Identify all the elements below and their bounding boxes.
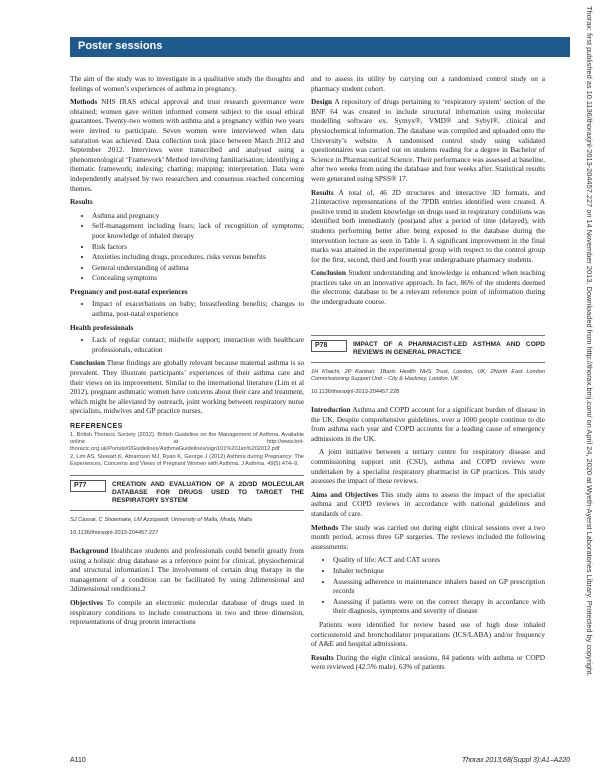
objectives-paragraph: Objectives To compile an electronic molecular database of drugs used in respiratory conditions to include constructions in two and three dimension, representations of drug protein interactions [70, 598, 304, 627]
intro-paragraph: The aim of the study was to investigate in a qualitative study the thoughts and feelings of women’s experiences of asthma in pregnancy. [70, 74, 304, 93]
patients-paragraph: Patients were identified for review based use of high dose inhaled corticosteroid and bronchodilator preparations (ICS/LABA) and/or frequency of A&E and hospital admissions. [311, 619, 545, 649]
abstract-number: P77 [70, 480, 106, 492]
conclusion-paragraph: Conclusion Student understanding and knowledge is enhanced when teaching practices take on an innovative approach. In fact, 86% of the students deemed the electronic database to be a relevant reference point of information during the undergraduate course. [311, 268, 545, 307]
methods-paragraph: Methods NHS IRAS ethical approval and trust research governance were obtained; women gave written informed consent subject to the usual ethical guarantees. Twenty-two women with asthma and a pregnancy within two years were invited to participate. Seven women were interviewed when data saturation was achieved. Data collection took place between March 2012 and September 2012. Interviews were transcribed and analysed using a phenomenological ‘Framework’ Method involving familiarisation; identifying a thematic framework; indexing; charting; mapping; interpretation. Data were independently analysed by two researchers and consensus reached concerning themes. [70, 97, 304, 193]
left-column [70, 74, 304, 631]
list-item: • General understanding of asthma [92, 263, 304, 273]
background-paragraph: Background Healthcare students and professionals could benefit greatly from using a holistic drug database as a reference point for clinical, physiochemical and structural information.1 The involvement of certain drug therapy in the management of a condition can be facilitated by using 2dimensional and 3dimensional renditions.2 [70, 546, 304, 594]
journal-citation: Thorax 2013;68(Suppl 3):A1–A220 [461, 757, 570, 764]
list-item: • Risk factors [92, 242, 304, 252]
copyright-sidebar [582, 6, 594, 766]
pregnancy-heading: Pregnancy and post-natal experiences [70, 286, 188, 296]
aims-paragraph: Aims and Objectives This study aims to assess the impact of the specialist asthma and COPD reviews in accordance with national guidelines and standards of care. [311, 489, 545, 518]
list-item: • Self-management including fears; lack of recognition of symptoms; poor knowledge of inhaled therapy [92, 221, 304, 240]
abstract-doi: 10.1136/thoraxjnl-2013-204457.228 [311, 389, 400, 396]
list-item: • Asthma and pregnancy [92, 211, 304, 221]
abstract-title: IMPACT OF A PHARMACIST-LED ASTHMA AND COPD REVIEWS IN GENERAL PRACTICE [353, 340, 545, 356]
continued-paragraph: and to assess its utility by carrying out a randomised control study on a pharmacy student cohort. [311, 74, 545, 93]
abstract-authors: SJ Cassar, C Shoemake, LM Azzopardi; University of Malta, Msida, Malta [70, 517, 252, 524]
abstract-header-p78 [311, 335, 545, 363]
abstract-header-p77 [70, 475, 304, 512]
list-item: • Anxieties including drugs, procedures, risks versus benefits [92, 252, 304, 262]
section-header-bar [70, 37, 570, 57]
design-paragraph: Design A repository of drugs pertaining to ‘respiratory system’ section of the BNF 64 was created to include structural information using molecular modelling software ex. Symyx®, VMD® and Sybyl®, clinical and physiochemical information. The database was compiled and uploaded onto the University’s website. A randomised control study using validated questionnaires was carried out on students reading for a degree in Bachelor of Science in Pharmaceutical Science. Their performance was assessed at baseline, after two weeks from using the database and four weeks after. Statistical results were generated using SPSS® 17. [311, 97, 546, 183]
abstract-doi: 10.1136/thoraxjnl-2013-204457.227 [70, 530, 159, 537]
page-number: A110 [70, 757, 86, 764]
references-heading: REFERENCES [70, 423, 123, 430]
list-item: • Assessing if patients were on the correct therapy in accordance with their diagnosis, symptoms and severity of disease [333, 597, 545, 616]
introduction-paragraph: Introduction Asthma and COPD account for a significant burden of disease in the UK. Despite comprehensive guidelines, over a 1000 people continue to die from asthma each year and COPD accounts for a leading cause of emergency admissions in the UK. [311, 405, 545, 443]
results-paragraph: Results During the eight clinical sessions, 84 patients with asthma or COPD were reviewed (42.5% male). 63% of patients [311, 652, 545, 672]
conclusion-paragraph: Conclusion These findings are globally relevant because maternal asthma is so prevalent. They illustrate participants’ experiences of their asthma care and their views on its improvement. Similar to the international literature (Lim et al 2012), pregnant asthmatic women have concerns about their care and treatment, which might be alleviated by outreach, joint working between respiratory nurse specialists, midwives and GP practice nurses. [70, 358, 304, 416]
right-column [311, 74, 545, 676]
abstract-authors: 1H Khachi, 2P Kankari; 1Barts Health NHS Trust, London, UK; 2North East London Commissioning Support Unit – City & Hackney, London, UK [311, 369, 545, 383]
health-list [70, 335, 304, 354]
sidebar-text[interactable]: Thorax: first published as 10.1136/thoraxjnl-2013-204457.227 on 14 November 2013. Downloaded from http://thorax.bmj.com/ on April 24, 2020 at Wyeth-Ayerst Laboratories Library. Protected by copyright. [585, 6, 594, 677]
list-item: • Lack of regular contact; midwife support; interaction with healthcare professionals, education [92, 335, 304, 354]
results-paragraph: Results A total of, 46 2D structures and interactive 3D formats, and 21interactive representations of the 7PDB entries identified were created. A positive trend in student knowledge on drugs used in respiratory conditions was identified both immediately (post)and after a period of time (delayed), with students performing better after being exposed to the database during the intervention lecture as seen in Table 1. A significant improvement in the final marks was attained in the experimental group with respect to the control group for the first, second, third and fourth year undergraduate pharmacy students. [311, 187, 545, 264]
results-label: Results [70, 197, 93, 207]
abstract-title: CREATION AND EVALUATION OF A 2D/3D MOLECULAR DATABASE FOR DRUGS USED TO TARGET THE RESPIRATORY SYSTEM [112, 480, 304, 505]
health-heading: Health professionals [70, 322, 134, 332]
section-title: Poster sessions [78, 40, 163, 52]
reference-item: 1. British Thoracic Society (2012). British Guideline on the Management of Asthma. Available online at http://www.brit-thoracic.org.uk/Portals/0/Guidelines/AsthmaGuidelines/sign101%20Jan%202012.pdf [70, 431, 304, 453]
abstract-number: P78 [311, 340, 347, 352]
list-item: • Quality of life: ACT and CAT scores [333, 555, 545, 565]
initiative-paragraph: A joint initiative between a tertiary centre for respiratory disease and commissioning support unit (CSU), asthma and COPD reviews were undertaken by a specialist respiratory pharmacist in GP practices. This study assesses the impact of these reviews. [311, 447, 545, 486]
list-item: • Impact of exacerbations on baby; breastfeeding benefits; changes to asthma, post-natal experience [92, 299, 304, 318]
results-list [70, 211, 304, 283]
list-item: • Concealing symptoms [92, 273, 304, 283]
assessment-list [311, 555, 545, 616]
pregnancy-list [70, 299, 304, 318]
list-item: • Inhaler technique [333, 566, 545, 576]
methods-paragraph: Methods The study was carried out during eight clinical sessions over a two month period, across three GP surgeries. The reviews included the following assessments: [311, 522, 545, 551]
list-item: • Assessing adherence to maintenance inhalers based on GP prescription records [333, 577, 545, 596]
reference-item: 2. Lim AS, Stewart K, Abramson MJ, Ryan K, George J (2012) Asthma during Pregnancy: The Experiences, Concerns and Views of Pregnant Women with Asthma. J Asthma. 49(5):474–9. [70, 453, 304, 468]
